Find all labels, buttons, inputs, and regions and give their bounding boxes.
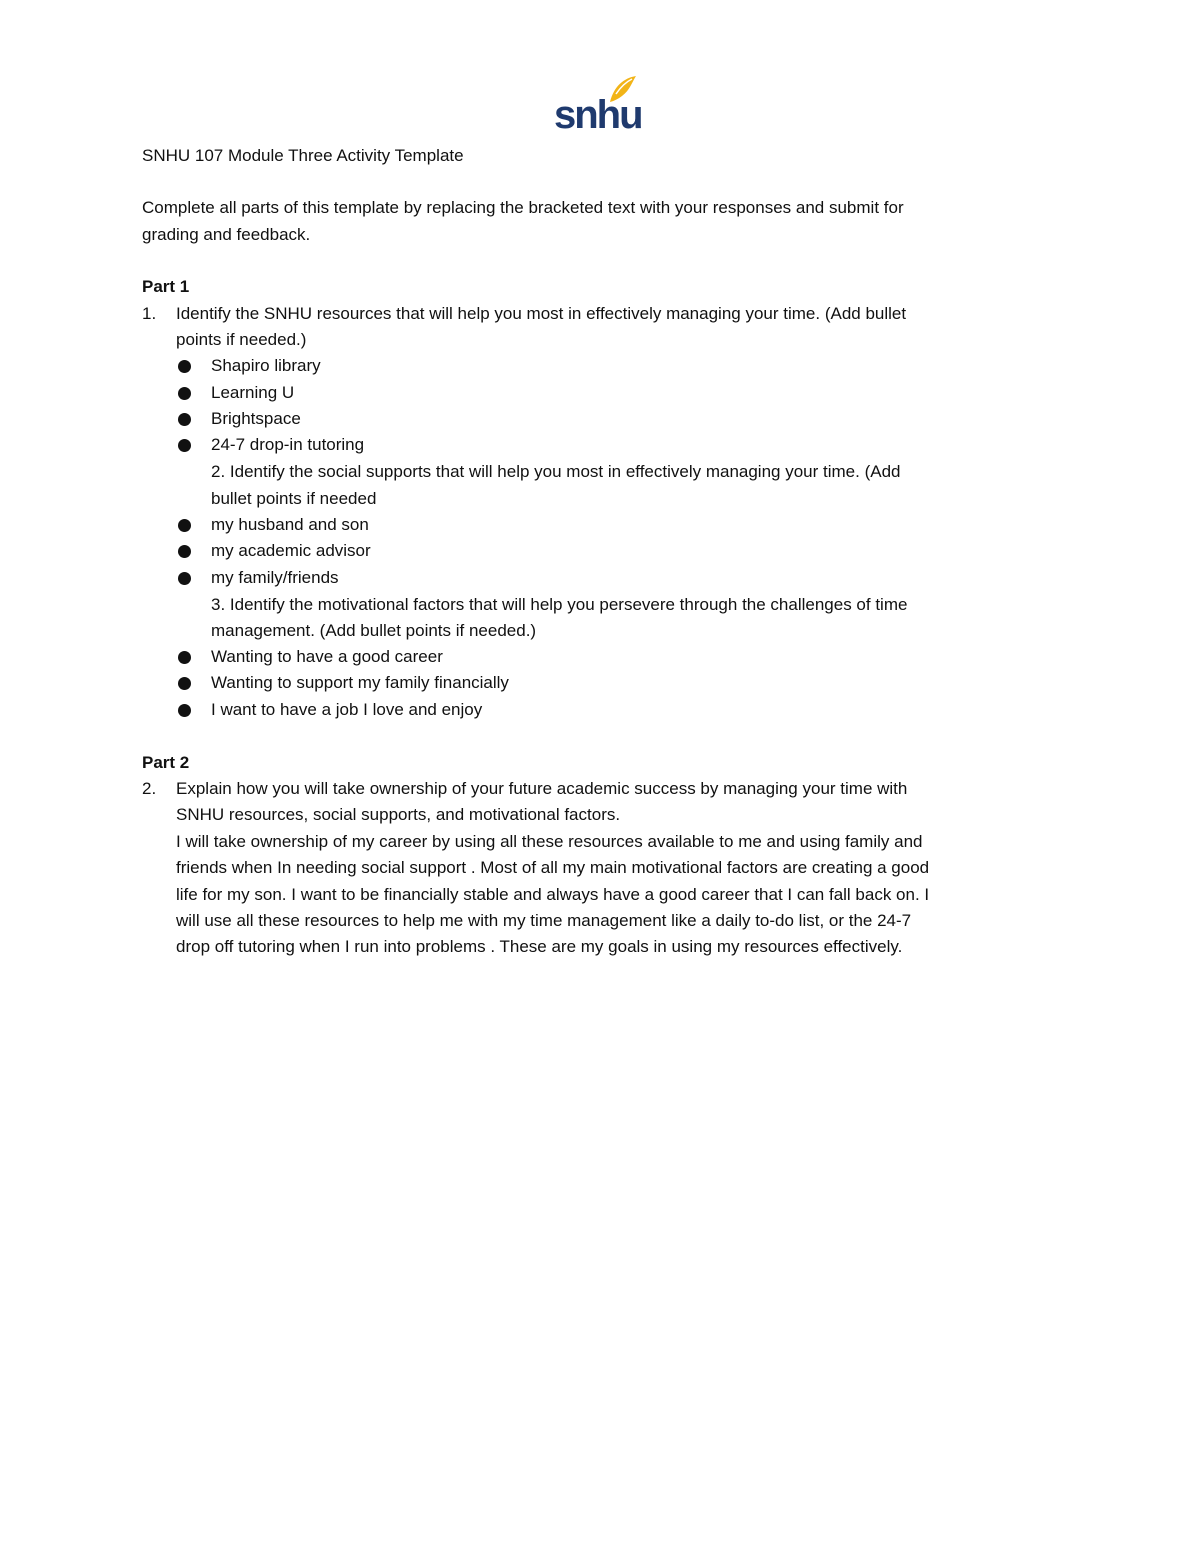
list-item: Brightspace bbox=[211, 409, 301, 428]
question-number: 1. bbox=[142, 304, 157, 323]
bullet-icon bbox=[178, 439, 191, 452]
svg-text:snhu: snhu bbox=[554, 93, 642, 134]
question-2-line-2: bullet points if needed bbox=[211, 489, 377, 508]
answer-line: drop off tutoring when I run into problems . These are my goals in using my resources effectively. bbox=[176, 937, 903, 956]
question-1-line-2: points if needed.) bbox=[176, 330, 307, 349]
bullet-icon bbox=[178, 704, 191, 717]
answer-line: will use all these resources to help me with my time management like a daily to-do list, or the 24-7 bbox=[176, 911, 912, 930]
question-3-line-1: 3. Identify the motivational factors that will help you persevere through the challenges of time bbox=[211, 595, 908, 614]
list-item: my family/friends bbox=[211, 568, 339, 587]
list-item: Wanting to support my family financially bbox=[211, 673, 509, 692]
bullet-icon bbox=[178, 572, 191, 585]
list-item: Shapiro library bbox=[211, 356, 321, 375]
document-title: SNHU 107 Module Three Activity Template bbox=[142, 146, 464, 165]
list-item: my academic advisor bbox=[211, 541, 371, 560]
list-item: 24-7 drop-in tutoring bbox=[211, 435, 365, 454]
answer-line: friends when In needing social support . Most of all my main motivational factors are creating a good bbox=[176, 858, 930, 877]
bullet-icon bbox=[178, 413, 191, 426]
answer-line: I will take ownership of my career by using all these resources available to me and using family and bbox=[176, 832, 923, 851]
list-item: I want to have a job I love and enjoy bbox=[211, 700, 483, 719]
bullet-icon bbox=[178, 651, 191, 664]
question-3-line-2: management. (Add bullet points if needed.) bbox=[211, 621, 537, 640]
bullet-icon bbox=[178, 677, 191, 690]
bullet-icon bbox=[178, 360, 191, 373]
snhu-logo bbox=[552, 72, 642, 134]
list-item: my husband and son bbox=[211, 515, 369, 534]
part2-heading: Part 2 bbox=[142, 753, 190, 772]
bullet-icon bbox=[178, 387, 191, 400]
part1-heading: Part 1 bbox=[142, 277, 190, 296]
instructions-line-2: grading and feedback. bbox=[142, 225, 311, 244]
bullet-icon bbox=[178, 519, 191, 532]
question-number: 2. bbox=[142, 779, 157, 798]
question-1-line-1: Identify the SNHU resources that will help you most in effectively managing your time. (Add bullet bbox=[176, 304, 907, 323]
answer-line: life for my son. I want to be financially stable and always have a good career that I can fall back on. I bbox=[176, 885, 930, 904]
part2-question-line-2: SNHU resources, social supports, and motivational factors. bbox=[176, 805, 621, 824]
bullet-icon bbox=[178, 545, 191, 558]
question-2-line-1: 2. Identify the social supports that will help you most in effectively managing your time. (Add bbox=[211, 462, 901, 481]
instructions-line-1: Complete all parts of this template by replacing the bracketed text with your responses and submit for bbox=[142, 198, 904, 217]
part2-question-line-1: Explain how you will take ownership of your future academic success by managing your time with bbox=[176, 779, 908, 798]
list-item: Wanting to have a good career bbox=[211, 647, 443, 666]
list-item: Learning U bbox=[211, 383, 295, 402]
